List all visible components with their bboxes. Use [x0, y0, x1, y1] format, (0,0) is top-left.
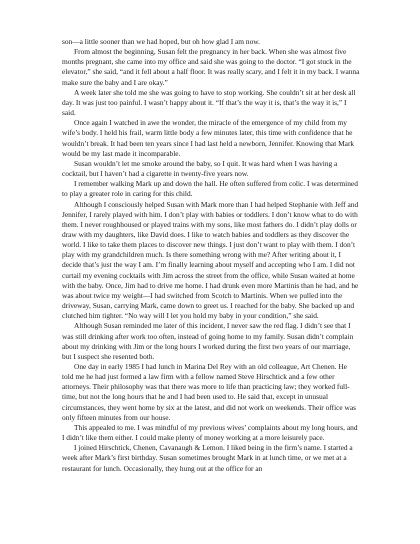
paragraph: One day in early 1985 I had lunch in Marina Del Rey with an old colleague, Art Chenen. He told me he had just formed a law firm with a fellow named Steve Hirschtick and a few other attorneys. Their philosophy was that there was more to life than practicing law; they worked full-time, but not the long hours that he and I had been used to. He said that, except in unusual circumstances, they went home by six at the latest, and did not work on weekends. Their office was only fifteen minutes from our house.: [62, 362, 357, 422]
paragraph: This appealed to me. I was mindful of my previous wives’ complaints about my long hours, and I didn’t like them either. I could make plenty of money working at a more leisurely pace.: [62, 422, 358, 443]
paragraph: I remember walking Mark up and down the hall. He often suffered from colic. I was determined to play a greater role in caring for this child.: [62, 179, 358, 199]
paragraph-continued: son—a little sooner than we had hoped, but oh how glad I am now.: [62, 37, 261, 46]
paragraph: Although Susan reminded me later of this incident, I never saw the red flag. I didn’t see that I was still drinking after work too often, instead of going home to my family. Susan didn’t complain about my drinking with Jim or the long hours I worked during the first two years of our marriage, but I suspect she resented both.: [62, 321, 354, 361]
paragraph: Although I consciously helped Susan with Mark more than I had helped Stephanie with Jeff and Jennifer, I rarely played with him. I don’t play with babies or toddlers. I don’t know what to do with them. I never roughhoused or played trains with my sons, like most fathers do. I didn’t play dolls or draw with my daughters, like David does. I like to watch babies and toddlers as they discover the world. I like to take them places to discover new things. I just don’t want to play with them. I don’t play with my grandchildren much. Is there something wrong with me? After writing about it, I decide that’s just the way I am. I’m finally learning about myself and accepting who I am. I did not curtail my evening cocktails with Jim across the street from the office, while Susan waited at home with the baby. Once, Jim had to drive me home. I had drunk even more Martinis than he had, and he was about twice my weight—I had switched from Scotch to Martinis. When we pulled into the driveway, Susan, carrying Mark, came down to greet us. I reached for the baby. She backed up and clutched him tighter. “No way will I let you hold my baby in your condition,” she said.: [62, 199, 359, 321]
paragraph: From almost the beginning, Susan felt the pregnancy in her back. When she was almost five months pregnant, she came into my office and said she was going to the doctor. “I got stuck in the elevator,” she said, “and it fell about a half floor. It was really scary, and I felt it in my back. I wanna make sure the baby and I are okay.”: [62, 47, 360, 87]
paragraph: Susan wouldn’t let me smoke around the baby, so I quit. It was hard when I was having a cocktail, but I haven’t had a cigarette in twenty-five years now.: [62, 158, 338, 179]
paragraph: Once again I watched in awe the wonder, the miracle of the emergence of my child from my wife’s body. I held his frail, warm little body a few minutes later, this time with confidence that he wouldn’t break. It had been ten years since I had last held a newborn, Jennifer. Knowing that Mark would be my last made it incomparable.: [62, 118, 355, 158]
paragraph: I joined Hirschtick, Chenen, Cavanaugh & Lemon. I liked being in the firm’s name. I started a week after Mark’s first birthday. Susan sometimes brought Mark in at lunch time, or we met at a restaurant for lunch. Occasionally, they hung out at the office for an: [62, 443, 353, 473]
book-page: [62, 37, 360, 474]
paragraph: A week later she told me she was going to have to stop working. She couldn’t sit at her desk all day. It was just too painful. I wasn’t happy about it. “If that’s the way it is, that’s the way it is,” I said.: [62, 87, 356, 118]
